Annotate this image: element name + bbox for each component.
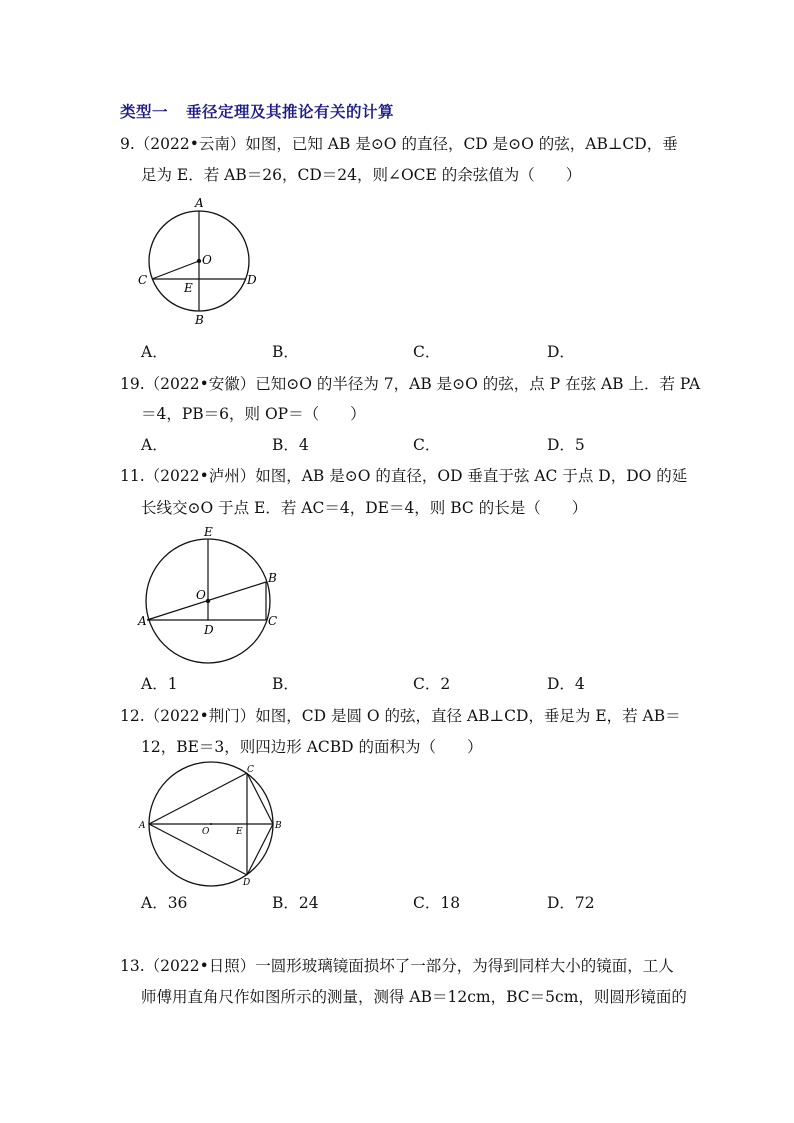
q11-label-d: D <box>204 623 214 637</box>
q11-diagram <box>130 522 290 667</box>
q11-line1: 11.（2022•泸州）如图，AB 是⊙O 的直径，OD 垂直于弦 AC 于点 D，DO 的延 <box>120 467 688 485</box>
q9-option-d[interactable]: D． <box>547 343 575 361</box>
q9-line1: 9.（2022•云南）如图，已知 AB 是⊙O 的直径，CD 是⊙O 的弦，AB⊥CD，垂 <box>120 135 678 153</box>
q12-option-d[interactable]: D．72 <box>547 894 595 912</box>
q11-figure <box>130 522 290 671</box>
q12-segment-db <box>247 824 273 875</box>
q12-line1: 12.（2022•荆门）如图，CD 是圆 O 的弦，直径 AB⊥CD，垂足为 E，若 AB＝ <box>120 707 681 725</box>
q12-label-o: O <box>202 827 210 837</box>
q19-option-c[interactable]: C． <box>413 436 441 454</box>
q9-figure <box>130 192 270 336</box>
q11-center-dot <box>206 599 210 603</box>
q12-figure <box>130 760 290 894</box>
q12-segment-cb <box>247 773 273 824</box>
section-prefix: 类型一 <box>120 102 169 121</box>
q9-center-dot <box>197 259 201 263</box>
q13-line2: 师傅用直角尺作如图所示的测量，测得 AB＝12cm，BC＝5cm，则圆形镜面的 <box>141 988 687 1006</box>
q12-option-b[interactable]: B．24 <box>272 894 319 912</box>
q9-label-d: D <box>247 273 257 287</box>
q11-label-b: B <box>268 571 277 585</box>
q19-option-b[interactable]: B．4 <box>272 436 309 454</box>
q9-option-b[interactable]: B． <box>272 343 299 361</box>
q9-option-a[interactable]: A． <box>141 343 168 361</box>
q12-label-d: D <box>243 878 251 888</box>
q11-option-c[interactable]: C．2 <box>413 675 451 693</box>
q19-line2: ＝4，PB＝6，则 OP＝（ ） <box>141 405 366 423</box>
q12-center-dot <box>210 823 212 825</box>
q12-segment-ac <box>149 773 247 824</box>
q11-line2: 长线交⊙O 于点 E．若 AC＝4，DE＝4，则 BC 的长是（ ） <box>141 499 588 517</box>
q11-option-a[interactable]: A．1 <box>141 675 178 693</box>
q11-label-o: O <box>196 588 206 602</box>
q12-segment-ad <box>149 824 247 875</box>
q12-line2: 12，BE＝3，则四边形 ACBD 的面积为（ ） <box>141 738 483 756</box>
q11-label-a: A <box>138 614 147 628</box>
section-heading: 垂径定理及其推论有关的计算 <box>186 102 395 121</box>
q9-option-c[interactable]: C． <box>413 343 441 361</box>
q19-option-a[interactable]: A． <box>141 436 168 454</box>
q9-label-o: O <box>202 253 212 267</box>
q9-segment-oc <box>152 261 199 279</box>
q9-label-b: B <box>195 313 204 327</box>
q12-label-e: E <box>236 827 243 837</box>
q19-line1: 19.（2022•安徽）已知⊙O 的半径为 7，AB 是⊙O 的弦，点 P 在弦 AB 上．若 PA <box>120 375 701 393</box>
section-title <box>120 100 394 122</box>
q13-line1: 13.（2022•日照）一圆形玻璃镜面损坏了一部分，为得到同样大小的镜面，工人 <box>120 957 674 975</box>
q12-option-c[interactable]: C．18 <box>413 894 461 912</box>
q12-diagram <box>130 760 290 890</box>
q12-label-a: A <box>139 821 146 831</box>
q11-label-c: C <box>268 614 278 628</box>
q9-diagram <box>130 192 270 332</box>
q11-option-d[interactable]: D．4 <box>547 675 585 693</box>
q9-label-a: A <box>195 196 204 210</box>
q12-label-b: B <box>275 821 282 831</box>
q9-line2: 足为 E．若 AB＝26，CD＝24，则∠OCE 的余弦值为（ ） <box>141 166 582 184</box>
q9-label-e: E <box>184 281 193 295</box>
q9-label-c: C <box>138 273 148 287</box>
q12-label-c: C <box>247 765 254 775</box>
q11-option-b[interactable]: B． <box>272 675 299 693</box>
q12-option-a[interactable]: A．36 <box>141 894 188 912</box>
q11-label-e: E <box>204 525 213 539</box>
q19-option-d[interactable]: D．5 <box>547 436 585 454</box>
